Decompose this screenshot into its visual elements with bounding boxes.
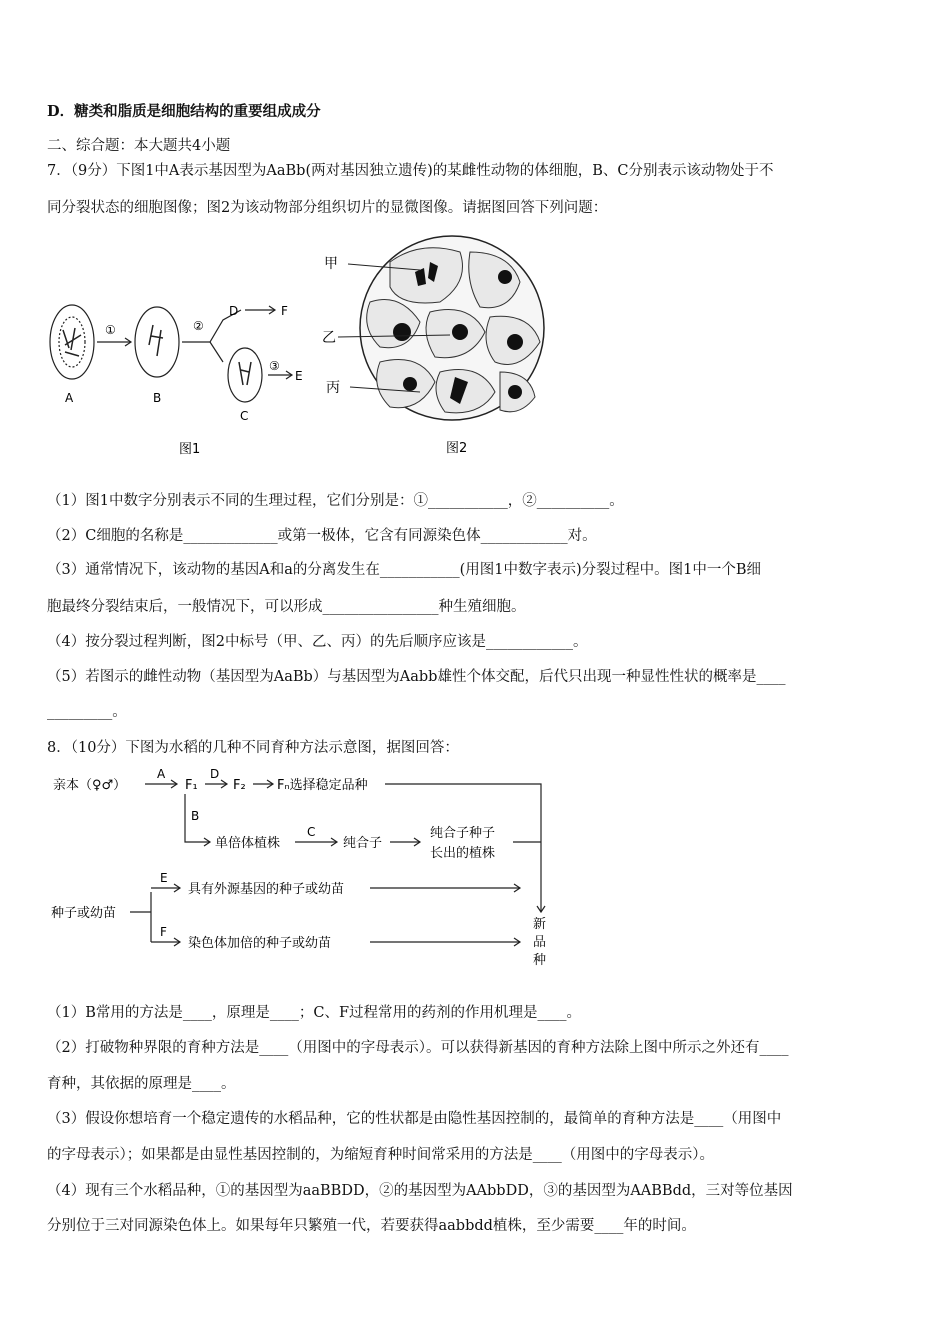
q8-stem: 8．（10分）下图为水稻的几种不同育种方法示意图，据图回答： [47,740,459,756]
q7-part-3-line-1: （3）通常情况下，该动物的基因A和a的分离发生在___________(用图1中数字表示)分裂过程中。图1中一个B细 [47,562,762,578]
foreign-gene-node: 具有外源基因的种子或幼苗 [188,882,345,897]
label-b: B [153,391,162,405]
homo-seed-line-1: 纯合子种子 [430,826,496,841]
edge-b: B [191,809,200,823]
step-2: ② [193,319,204,333]
q7-part-3-line-2: 胞最终分裂结束后，一般情况下，可以形成________________种生殖细胞。 [47,599,526,615]
new-variety-2: 品 [533,935,547,950]
option-d: D．糖类和脂质是细胞结构的重要组成成分 [47,103,321,120]
label-yi: 乙 [322,330,336,346]
f1-node: F₁ [185,778,198,793]
breeding-diagram [45,762,565,977]
homo-seed-line-2: 长出的植株 [430,846,496,861]
figure-2 [320,232,560,457]
edge-e: E [160,871,168,885]
edge-c: C [307,825,316,839]
label-e: E [295,369,303,383]
q7-part-2: （2）C细胞的名称是_____________或第一极体，它含有同源染色体____________对。 [47,528,597,544]
q7-stem-line-1: 7．（9分）下图1中A表示基因型为AaBb(两对基因独立遗传)的某雌性动物的体细胞，B、C分别表示该动物处于不 [47,163,774,179]
q7-part-4: （4）按分裂过程判断，图2中标号（甲、乙、丙）的先后顺序应该是____________。 [47,634,588,650]
q7-part-5-line-1: （5）若图示的雌性动物（基因型为AaBb）与基因型为Aabb雄性个体交配，后代只出现一种显性性状的概率是____ [47,669,786,685]
q7-part-5-line-2: _________。 [47,704,127,720]
q8-part-3-line-1: （3）假设你想培育一个稳定遗传的水稻品种，它的性状都是由隐性基因控制的，最简单的育种方法是____（用图中 [47,1111,782,1127]
step-3: ③ [269,359,280,373]
q8-part-3-line-2: 的字母表示）；如果都是由显性基因控制的，为缩短育种时间常采用的方法是____（用图中的字母表示）。 [47,1147,714,1163]
q8-part-1: （1）B常用的方法是____，原理是____；C、F过程常用的药剂的作用机理是____。 [47,1005,582,1021]
q8-part-2-line-2: 育种，其依据的原理是____。 [47,1076,236,1092]
label-c: C [240,409,249,423]
step-1: ① [105,323,116,337]
edge-d: D [210,767,220,781]
edge-a: A [157,767,166,781]
label-a: A [65,391,74,405]
figure-1 [45,290,310,460]
fn-node: Fₙ选择稳定品种 [277,778,368,793]
homozygote-node: 纯合子 [343,836,383,851]
doubled-node: 染色体加倍的种子或幼苗 [188,936,332,951]
label-bing: 丙 [326,380,340,396]
new-variety-1: 新 [533,917,547,932]
figure-2-caption: 图2 [446,441,468,456]
haploid-node: 单倍体植株 [215,836,281,851]
f2-node: F₂ [233,778,246,793]
label-f: F [281,304,288,318]
q8-part-4-line-2: 分别位于三对同源染色体上。如果每年只繁殖一代，若要获得aabbdd植株，至少需要____年的时间。 [47,1218,696,1234]
q7-stem-line-2: 同分裂状态的细胞图像；图2为该动物部分组织切片的显微图像。请据图回答下列问题： [47,200,608,216]
figure-1-caption: 图1 [179,442,201,457]
seed-node: 种子或幼苗 [51,906,117,921]
q8-part-4-line-1: （4）现有三个水稻品种，①的基因型为aaBBDD，②的基因型为AAbbDD，③的基因型为AABBdd，三对等位基因 [47,1183,793,1199]
label-jia: 甲 [324,256,338,272]
section-heading: 二、综合题：本大题共4小题 [47,138,231,154]
parents-node: 亲本（♀♂） [53,778,127,793]
q7-part-1: （1）图1中数字分别表示不同的生理过程，它们分别是：①___________，②__________。 [47,493,624,509]
cell-c [228,348,262,402]
edge-f: F [160,925,167,939]
new-variety-3: 种 [533,953,547,968]
q8-part-2-line-1: （2）打破物种界限的育种方法是____（用图中的字母表示）。可以获得新基因的育种方法除上图中所示之外还有____ [47,1040,789,1056]
cell-b [135,307,179,377]
label-d: D [229,304,239,318]
